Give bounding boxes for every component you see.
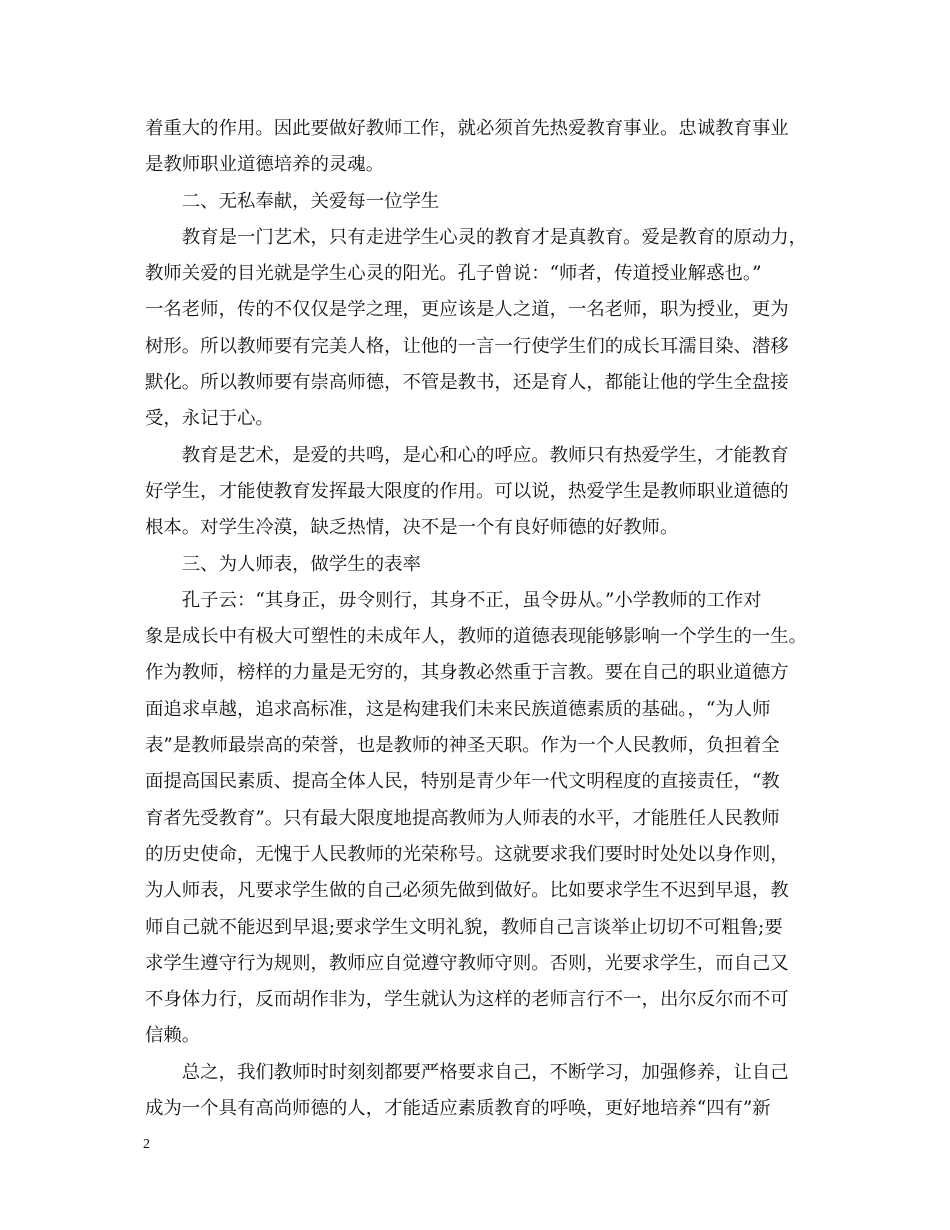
text-line: 好学生，才能使教育发挥最大限度的作用。可以说，热爱学生是教师职业道德的 <box>145 480 789 502</box>
text-line: 育者先受教育”。只有最大限度地提高教师为人师表的水平，才能胜任人民教师 <box>145 807 780 829</box>
text-line: 信赖。 <box>145 1025 201 1047</box>
text-line: 的历史使命，无愧于人民教师的光荣称号。这就要求我们要时时处处以身作则， <box>145 843 789 865</box>
text-line: 成为一个具有高尚师德的人，才能适应素质教育的呼唤，更好地培养“四有”新 <box>145 1098 771 1120</box>
text-line: 根本。对学生冷漠，缺乏热情，决不是一个有良好师德的好教师。 <box>145 517 679 539</box>
text-line: 面追求卓越，追求高标准，这是构建我们未来民族道德素质的基础。，“为人师 <box>145 698 771 720</box>
text-line: 教育是艺术，是爱的共鸣，是心和心的呼应。教师只有热爱学生，才能教育 <box>145 444 789 466</box>
text-line: 是教师职业道德培养的灵魂。 <box>145 154 385 176</box>
text-line: 孔子云：“其身正，毋令则行，其身不正，虽令毋从。”小学教师的工作对 <box>145 589 762 611</box>
text-line: 作为教师，榜样的力量是无穷的，其身教必然重于言教。要在自己的职业道德方 <box>145 662 789 684</box>
text-line: 总之，我们教师时时刻刻都要严格要求自己，不断学习，加强修养，让自己 <box>145 1061 789 1083</box>
text-line: 面提高国民素质、提高全体人民，特别是青少年一代文明程度的直接责任，“教 <box>145 771 780 793</box>
text-line: 教师关爱的目光就是学生心灵的阳光。孔子曾说：“师者，传道授业解惑也。” <box>145 263 762 285</box>
text-line: 默化。所以教师要有崇高师德，不管是教书，还是育人，都能让他的学生全盘接 <box>145 372 789 394</box>
page-number: 2 <box>143 1137 150 1152</box>
text-line: 为人师表，凡要求学生做的自己必须先做到做好。比如要求学生不迟到早退，教 <box>145 880 789 902</box>
text-line: 受，永记于心。 <box>145 408 274 430</box>
text-line: 着重大的作用。因此要做好教师工作，就必须首先热爱教育事业。忠诚教育事业 <box>145 118 789 139</box>
text-line: 表”是教师最崇高的荣誉，也是教师的神圣天职。作为一个人民教师，负担着全 <box>145 735 780 757</box>
section-heading: 二、无私奉献，关爱每一位学生 <box>145 190 440 212</box>
text-line: 不身体力行，反而胡作非为，学生就认为这样的老师言行不一，出尔反尔而不可 <box>145 989 789 1011</box>
section-heading: 三、为人师表，做学生的表率 <box>145 553 421 575</box>
text-line: 象是成长中有极大可塑性的未成年人，教师的道德表现能够影响一个学生的一生。 <box>145 626 808 648</box>
text-line: 求学生遵守行为规则，教师应自觉遵守教师守则。否则，光要求学生，而自己又 <box>145 952 789 974</box>
text-line: 教育是一门艺术，只有走进学生心灵的教育才是真教育。爱是教育的原动力， <box>145 226 808 248</box>
text-line: 树形。所以教师要有完美人格，让他的一言一行使学生们的成长耳濡目染、潜移 <box>145 335 789 357</box>
text-line: 师自己就不能迟到早退;要求学生文明礼貌，教师自己言谈举止切切不可粗鲁;要 <box>145 916 783 938</box>
document-body <box>145 111 825 1127</box>
text-line: 一名老师，传的不仅仅是学之理，更应该是人之道，一名老师，职为授业，更为 <box>145 299 789 321</box>
